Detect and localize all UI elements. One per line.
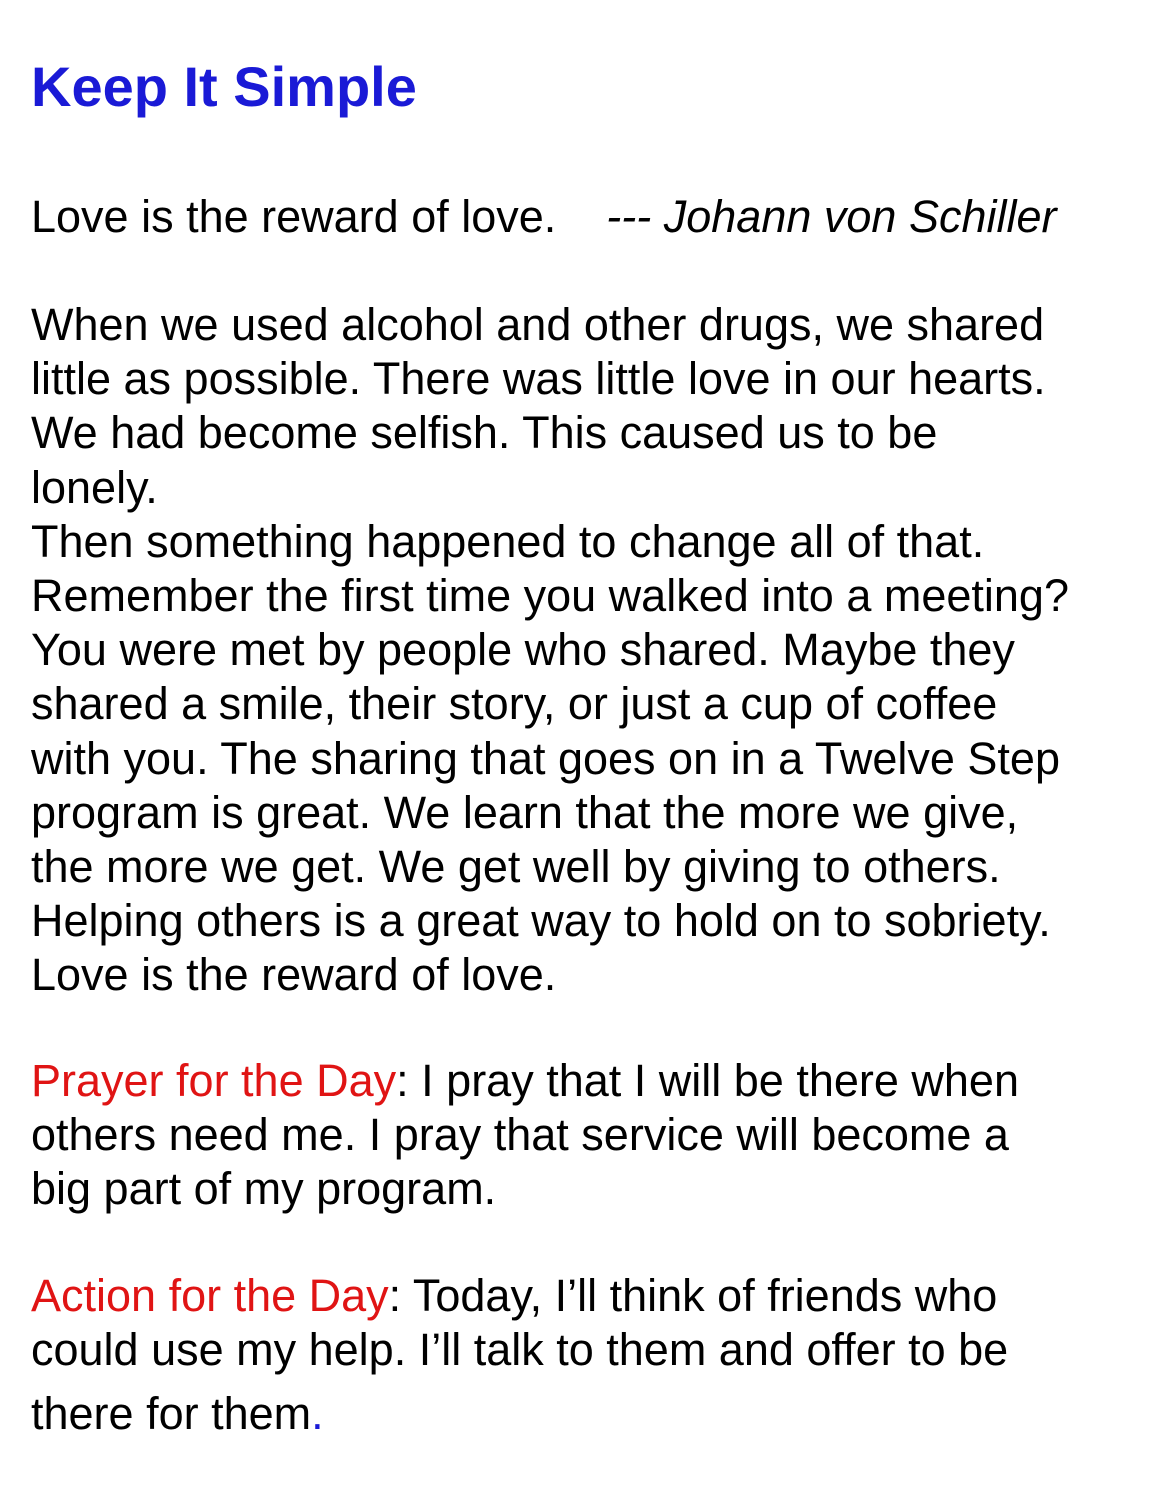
body-line: When we used alcohol and other drugs, we shared — [31, 299, 1045, 350]
reading-body — [31, 298, 1156, 1003]
action-line: could use my help. I’ll talk to them and offer to be — [31, 1324, 1009, 1375]
prayer-line — [31, 1054, 1156, 1108]
quote-author: --- Johann von Schiller — [606, 191, 1057, 242]
page-title: Keep It Simple — [31, 55, 417, 118]
quote-text: Love is the reward of love. — [31, 191, 557, 242]
action-end-punctuation: . — [311, 1388, 324, 1439]
body-line: program is great. We learn that the more we give, — [31, 786, 1019, 838]
body-line: You were met by people who shared. Maybe they — [31, 624, 1015, 676]
quote — [31, 189, 1057, 245]
prayer-label: Prayer for the Day — [31, 1055, 397, 1106]
action-line — [31, 1387, 1156, 1441]
body-line: the more we get. We get well by giving to others. — [31, 841, 1001, 893]
body-line: Love is the reward of love. — [31, 949, 557, 1001]
body-line: Then something happened to change all of that. — [31, 515, 985, 567]
action-text: : Today, I’ll think of friends who — [388, 1270, 998, 1321]
action-label: Action for the Day — [31, 1270, 389, 1321]
body-line: We had become selfish. This caused us to be — [31, 407, 938, 459]
prayer-text: : I pray that I will be there when — [396, 1055, 1019, 1106]
body-line: Helping others is a great way to hold on to sobriety. — [31, 895, 1051, 947]
prayer-section — [31, 1054, 1156, 1216]
prayer-line: others need me. I pray that service will become a — [31, 1109, 1009, 1160]
body-line: Remember the first time you walked into a meeting? — [31, 570, 1069, 622]
action-text-end: there for them — [31, 1388, 312, 1439]
action-section — [31, 1269, 1156, 1441]
body-line: with you. The sharing that goes on in a Twelve Step — [31, 732, 1060, 784]
action-line — [31, 1269, 1156, 1323]
body-line: lonely. — [31, 461, 158, 513]
prayer-line: big part of my program. — [31, 1163, 497, 1214]
body-line: little as possible. There was little love in our hearts. — [31, 353, 1046, 405]
body-line: shared a smile, their story, or just a cup of coffee — [31, 678, 998, 730]
